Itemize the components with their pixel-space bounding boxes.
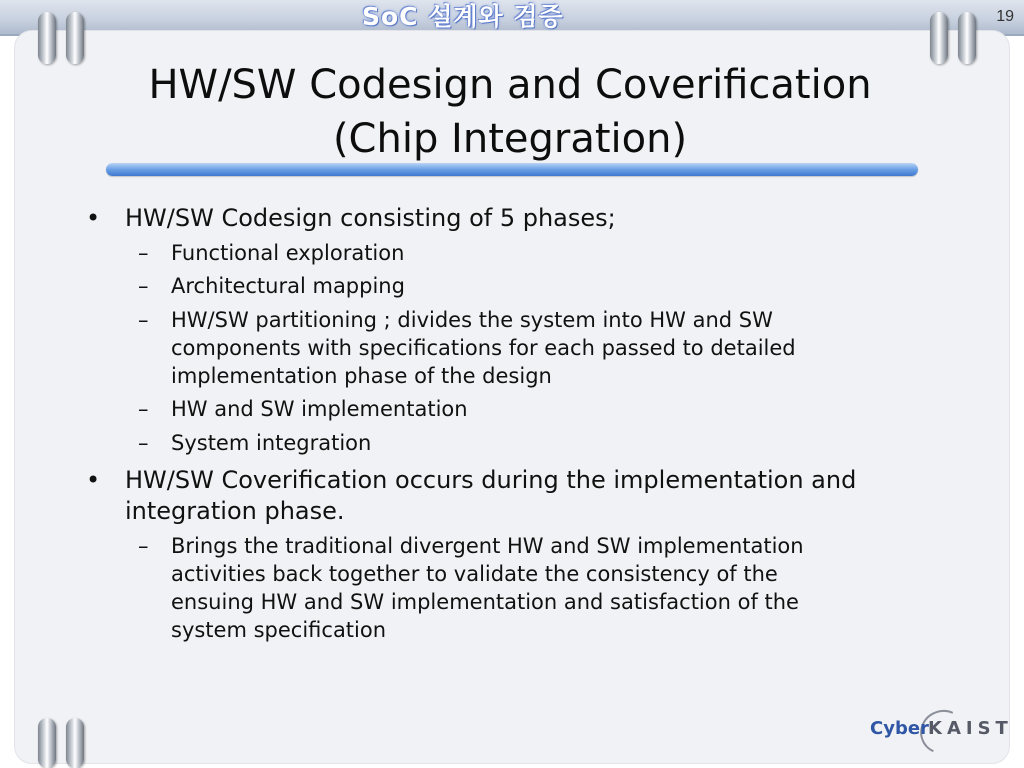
logo-kaist-text: KAIST (928, 718, 1013, 739)
bullet-icon: • (86, 466, 101, 494)
page-number: 19 (996, 8, 1014, 25)
bullet-icon: • (86, 204, 101, 232)
brand-title: SoC 설계와 검증 (362, 2, 564, 31)
bullet-2-line-1: HW/SW Coverification occurs during the implementation and (125, 466, 857, 494)
dash-icon: – (138, 534, 149, 558)
bullet-1-sub-5: System integration (171, 431, 372, 455)
bullet-1-sub-2: Architectural mapping (171, 274, 405, 298)
bullet-2-sub-1-line-1: Brings the traditional divergent HW and SW implementation (171, 534, 804, 558)
bullet-2-sub-1-line-3: ensuing HW and SW implementation and satisfaction of the (171, 590, 799, 614)
title-line-1: HW/SW Codesign and Coverification (148, 62, 872, 108)
dash-icon: – (138, 274, 149, 298)
dash-icon: – (138, 397, 149, 421)
bullet-1-sub-3-line-3: implementation phase of the design (171, 364, 552, 388)
cyber-kaist-logo (870, 708, 1013, 752)
dash-icon: – (138, 431, 149, 455)
bullet-1-sub-3-line-1: HW/SW partitioning ; divides the system into HW and SW (171, 308, 773, 332)
logo-cyber-text: Cyber (870, 718, 929, 739)
dash-icon: – (138, 241, 149, 265)
bullet-1-sub-1: Functional exploration (171, 241, 405, 265)
bullet-2-sub-1-line-4: system specification (171, 618, 387, 642)
dash-icon: – (138, 308, 149, 332)
title-line-2: (Chip Integration) (332, 116, 688, 162)
bullet-2-line-2: integration phase. (125, 497, 345, 525)
bullet-1-sub-4: HW and SW implementation (171, 397, 468, 421)
bullet-1-text: HW/SW Codesign consisting of 5 phases; (125, 204, 616, 232)
bullet-2-sub-1-line-2: activities back together to validate the consistency of the (171, 562, 778, 586)
bullet-1-sub-3-line-2: components with specifications for each passed to detailed (171, 336, 796, 360)
